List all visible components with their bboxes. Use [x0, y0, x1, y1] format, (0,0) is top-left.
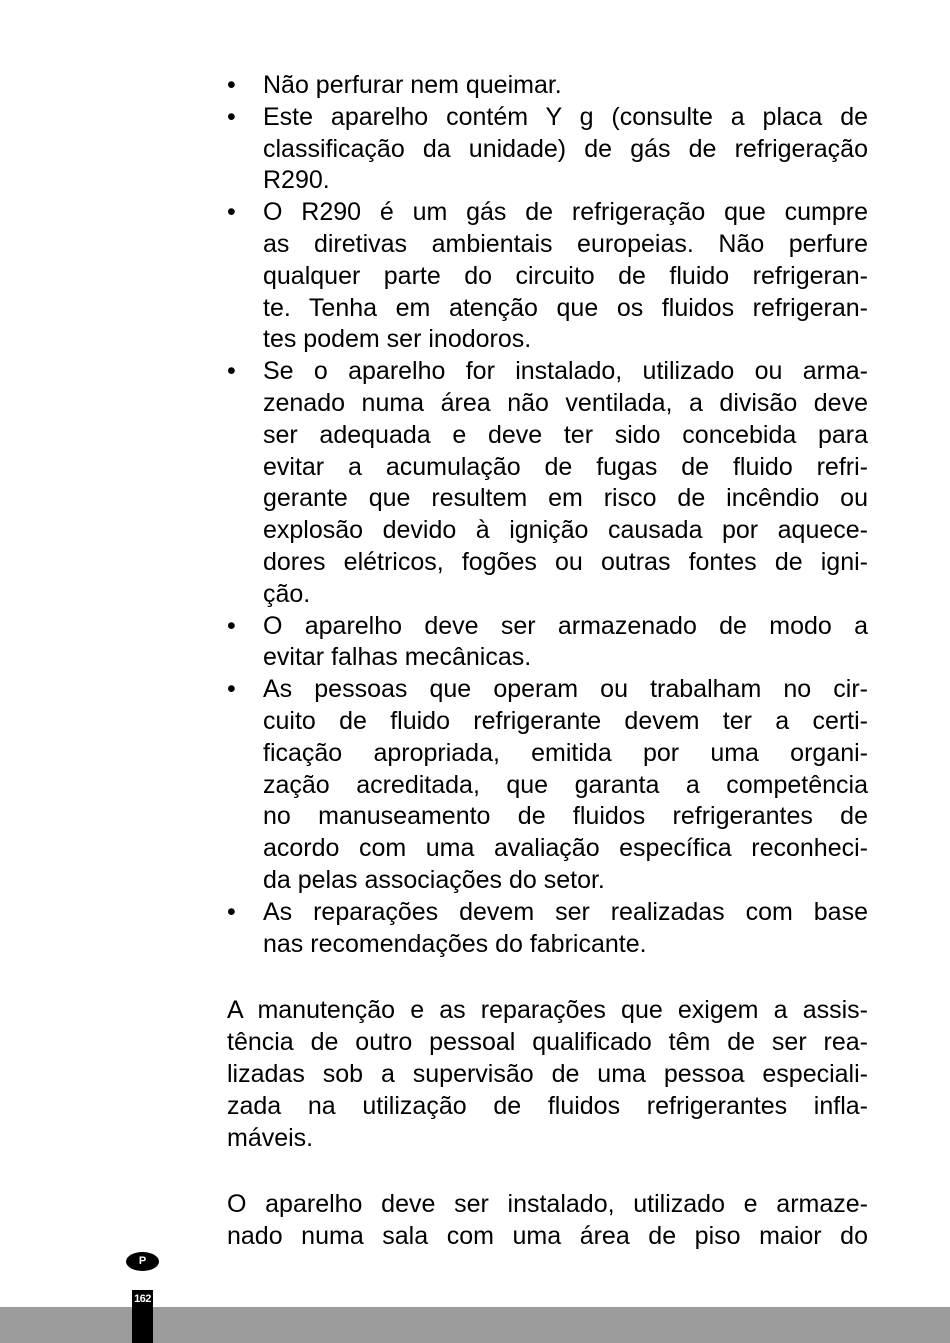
bullet-icon: • — [227, 611, 236, 640]
text-line: dores elétricos, fogões ou outras fontes de igni- — [263, 547, 868, 576]
text-line: zação acreditada, que garanta a competência — [263, 770, 868, 799]
bullet-item — [227, 611, 868, 675]
text-line: R290. — [263, 166, 330, 195]
text-line: zenado numa área não ventilada, a divisão deve — [263, 388, 868, 417]
document-body — [227, 70, 868, 1253]
text-line: qualquer parte do circuito de fluido refrigeran- — [263, 261, 868, 290]
bullet-icon: • — [227, 357, 236, 386]
bullet-item — [227, 197, 868, 356]
text-line: ficação apropriada, emitida por uma organi- — [263, 738, 868, 767]
language-badge: P — [126, 1252, 159, 1271]
text-line: O R290 é um gás de refrigeração que cumpre — [263, 198, 868, 227]
text-line: no manuseamento de fluidos refrigerantes de — [263, 802, 868, 831]
text-line: zada na utilização de fluidos refrigerantes infla- — [227, 1091, 868, 1120]
text-line: máveis. — [227, 1123, 314, 1152]
paragraph — [227, 1189, 868, 1253]
text-line: explosão devido à ignição causada por aquece- — [263, 516, 868, 545]
bullet-list — [227, 70, 868, 960]
text-line: evitar a acumulação de fugas de fluido refri- — [263, 452, 868, 481]
text-line: ção. — [263, 579, 311, 608]
page-number: 162 — [132, 1290, 153, 1343]
text-line: da pelas associações do setor. — [263, 865, 605, 894]
bullet-item — [227, 356, 868, 610]
text-line: nas recomendações do fabricante. — [263, 929, 647, 958]
text-line: A manutenção e as reparações que exigem a assis- — [227, 996, 868, 1025]
bullet-icon: • — [227, 198, 236, 227]
text-line: lizadas sob a supervisão de uma pessoa especiali- — [227, 1059, 868, 1088]
paragraph — [227, 995, 868, 1154]
text-line: tes podem ser inodoros. — [263, 325, 532, 354]
bullet-icon: • — [227, 897, 236, 926]
text-line: As reparações devem ser realizadas com base — [263, 897, 868, 926]
bullet-item — [227, 674, 868, 897]
bullet-item — [227, 102, 868, 197]
bullet-icon: • — [227, 71, 236, 99]
text-line: Não perfurar nem queimar. — [263, 71, 562, 99]
text-line: acordo com uma avaliação específica reconheci- — [263, 834, 868, 863]
text-line: cuito de fluido refrigerante devem ter a certi- — [263, 706, 868, 735]
text-line: te. Tenha em atenção que os fluidos refrigeran- — [263, 293, 868, 322]
text-line: gerante que resultem em risco de incêndio ou — [263, 484, 868, 513]
bullet-item — [227, 70, 868, 102]
bullet-item — [227, 897, 868, 961]
text-line: As pessoas que operam ou trabalham no cir- — [263, 675, 868, 704]
paragraphs — [227, 995, 868, 1253]
text-line: classificação da unidade) de gás de refrigeração — [263, 134, 868, 163]
text-line: Este aparelho contém Y g (consulte a placa de — [263, 102, 868, 131]
bullet-icon: • — [227, 675, 236, 704]
text-line: evitar falhas mecânicas. — [263, 643, 532, 672]
text-line: nado numa sala com uma área de piso maior do — [227, 1222, 868, 1251]
text-line: as diretivas ambientais europeias. Não perfure — [263, 229, 868, 258]
text-line: O aparelho deve ser armazenado de modo a — [263, 611, 868, 640]
text-line: tência de outro pessoal qualificado têm de ser rea- — [227, 1028, 868, 1057]
text-line: O aparelho deve ser instalado, utilizado e armaze- — [227, 1190, 868, 1219]
bullet-icon: • — [227, 102, 236, 131]
text-line: Se o aparelho for instalado, utilizado ou arma- — [263, 357, 868, 386]
text-line: ser adequada e deve ter sido concebida para — [263, 420, 868, 449]
